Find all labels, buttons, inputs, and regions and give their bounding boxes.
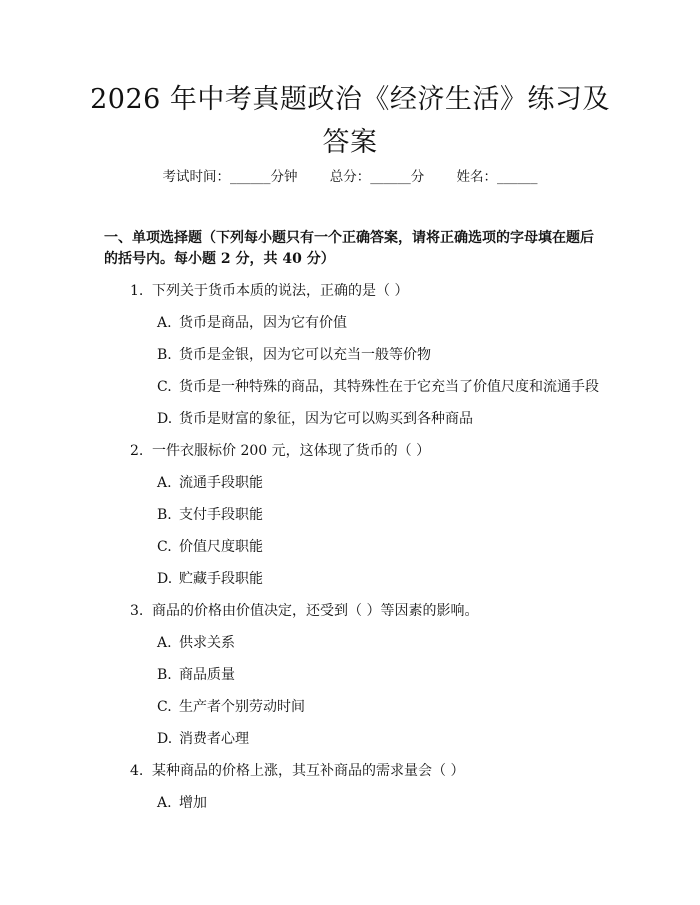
option-text: 货币是财富的象征，因为它可以购买到各种商品 (179, 411, 473, 427)
option-label: D. (157, 731, 173, 747)
question-3-option-c (157, 697, 305, 717)
option-text: 支付手段职能 (179, 507, 263, 523)
option-label: C. (157, 379, 172, 395)
question-text: 下列关于货币本质的说法，正确的是（ ） (152, 283, 409, 299)
option-text: 消费者心理 (179, 731, 249, 747)
question-1 (130, 281, 408, 301)
question-number: 3. (130, 603, 144, 619)
question-4-option-a (157, 793, 207, 813)
option-label: C. (157, 539, 172, 555)
question-number: 2. (130, 443, 144, 459)
question-3-option-b (157, 665, 235, 685)
question-number: 1. (130, 283, 144, 299)
question-2-option-c (157, 537, 263, 557)
question-1-option-a (157, 313, 347, 333)
option-text: 流通手段职能 (179, 475, 263, 491)
option-label: A. (157, 315, 172, 331)
option-label: A. (157, 635, 172, 651)
student-name-field: 姓名：______ (456, 169, 538, 185)
option-text: 生产者个别劳动时间 (179, 699, 305, 715)
total-score-field: 总分：______分 (329, 169, 425, 185)
question-2-option-d (157, 569, 263, 589)
question-1-option-c (157, 377, 599, 397)
option-text: 增加 (179, 795, 207, 811)
option-text: 货币是商品，因为它有价值 (179, 315, 347, 331)
question-text: 一件衣服标价 200 元，这体现了货币的（ ） (152, 443, 431, 459)
option-label: B. (157, 667, 172, 683)
option-text: 价值尺度职能 (179, 539, 263, 555)
question-2 (130, 441, 430, 461)
option-label: B. (157, 507, 172, 523)
option-text: 货币是金银，因为它可以充当一般等价物 (179, 347, 431, 363)
question-3-option-a (157, 633, 235, 653)
question-1-option-b (157, 345, 431, 365)
exam-info (0, 167, 700, 187)
option-label: D. (157, 411, 173, 427)
question-3-option-d (157, 729, 249, 749)
document-title: 2026 年中考真题政治《经济生活》练习及答案 (90, 84, 610, 158)
question-text: 商品的价格由价值决定，还受到（ ）等因素的影响。 (152, 603, 479, 619)
option-label: C. (157, 699, 172, 715)
option-text: 商品质量 (179, 667, 235, 683)
question-2-option-b (157, 505, 263, 525)
exam-time-field: 考试时间：______分钟 (162, 169, 298, 185)
question-2-option-a (157, 473, 263, 493)
question-text: 某种商品的价格上涨，其互补商品的需求量会（ ） (152, 763, 465, 779)
question-1-option-d (157, 409, 473, 429)
option-text: 供求关系 (179, 635, 235, 651)
question-3 (130, 601, 478, 621)
section-heading: 一、单项选择题（下列每小题只有一个正确答案，请将正确选项的字母填在题后的括号内。每小题 2 分，共 40 分） (104, 230, 594, 267)
option-label: A. (157, 475, 172, 491)
option-label: B. (157, 347, 172, 363)
question-number: 4. (130, 763, 144, 779)
option-label: D. (157, 571, 173, 587)
option-text: 贮藏手段职能 (179, 571, 263, 587)
option-label: A. (157, 795, 172, 811)
option-text: 货币是一种特殊的商品，其特殊性在于它充当了价值尺度和流通手段 (179, 379, 599, 395)
question-4 (130, 761, 464, 781)
